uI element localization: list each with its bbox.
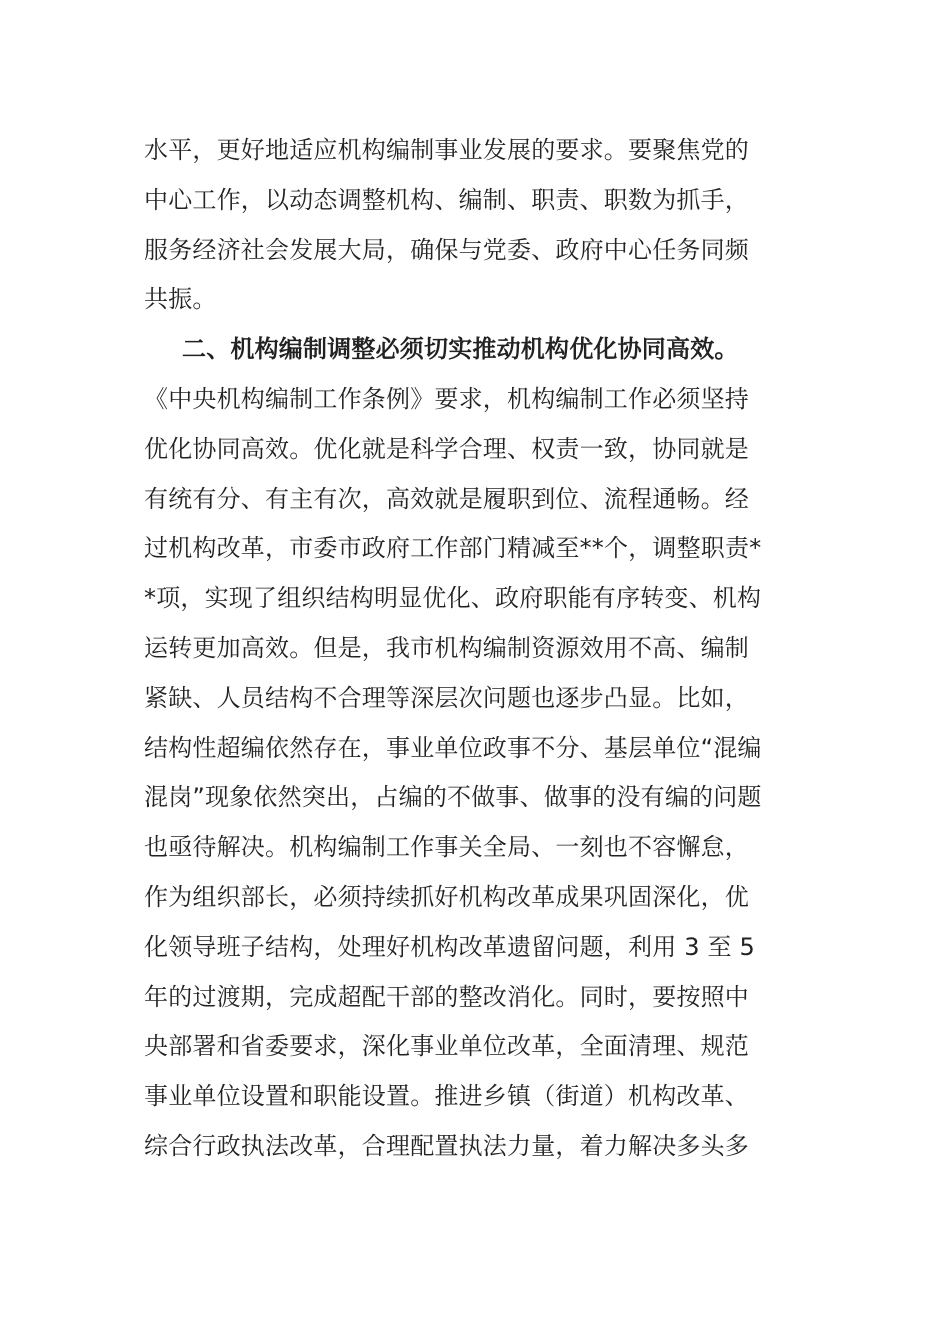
paragraph-line: 中心工作，以动态调整机构、编制、职责、职数为抓手， [144, 185, 749, 214]
paragraph-line: 优化协同高效。优化就是科学合理、权责一致，协同就是 [144, 434, 749, 463]
paragraph-line: 年的过渡期，完成超配干部的整改消化。同时，要按照中 [144, 982, 749, 1011]
paragraph-line: 服务经济社会发展大局，确保与党委、政府中心任务同频 [144, 235, 749, 264]
paragraph-line: *项，实现了组织结构明显优化、政府职能有序转变、机构 [144, 584, 762, 613]
paragraph-line: 综合行政执法改革，合理配置执法力量，着力解决多头多 [144, 1131, 749, 1160]
paragraph-line: 结构性超编依然存在，事业单位政事不分、基层单位“混编 [144, 733, 762, 762]
paragraph-line: 化领导班子结构，处理好机构改革遗留问题，利用 3 至 5 [144, 932, 756, 961]
paragraph-line: 事业单位设置和职能设置。推进乡镇（街道）机构改革、 [144, 1082, 749, 1111]
paragraph-line: 水平，更好地适应机构编制事业发展的要求。要聚焦党的 [144, 136, 749, 164]
paragraph-line: 也亟待解决。机构编制工作事关全局、一刻也不容懈怠， [144, 833, 749, 862]
section-heading: 二、机构编制调整必须切实推动机构优化协同高效。 [182, 335, 739, 364]
paragraph-line: 运转更加高效。但是，我市机构编制资源效用不高、编制 [144, 633, 749, 662]
paragraph-line: 有统有分、有主有次，高效就是履职到位、流程通畅。经 [144, 484, 749, 513]
paragraph-line: 央部署和省委要求，深化事业单位改革，全面清理、规范 [144, 1032, 749, 1061]
paragraph-line: 作为组织部长，必须持续抓好机构改革成果巩固深化，优 [144, 882, 749, 911]
paragraph-line: 《中央机构编制工作条例》要求，机构编制工作必须坚持 [144, 384, 749, 413]
paragraph-line: 混岗”现象依然突出，占编的不做事、做事的没有编的问题 [144, 783, 762, 812]
body-text [144, 126, 804, 1172]
paragraph-line: 紧缺、人员结构不合理等深层次问题也逐步凸显。比如， [144, 683, 749, 712]
paragraph-line: 共振。 [144, 285, 217, 314]
paragraph-line: 过机构改革，市委市政府工作部门精减至**个，调整职责* [144, 534, 762, 563]
